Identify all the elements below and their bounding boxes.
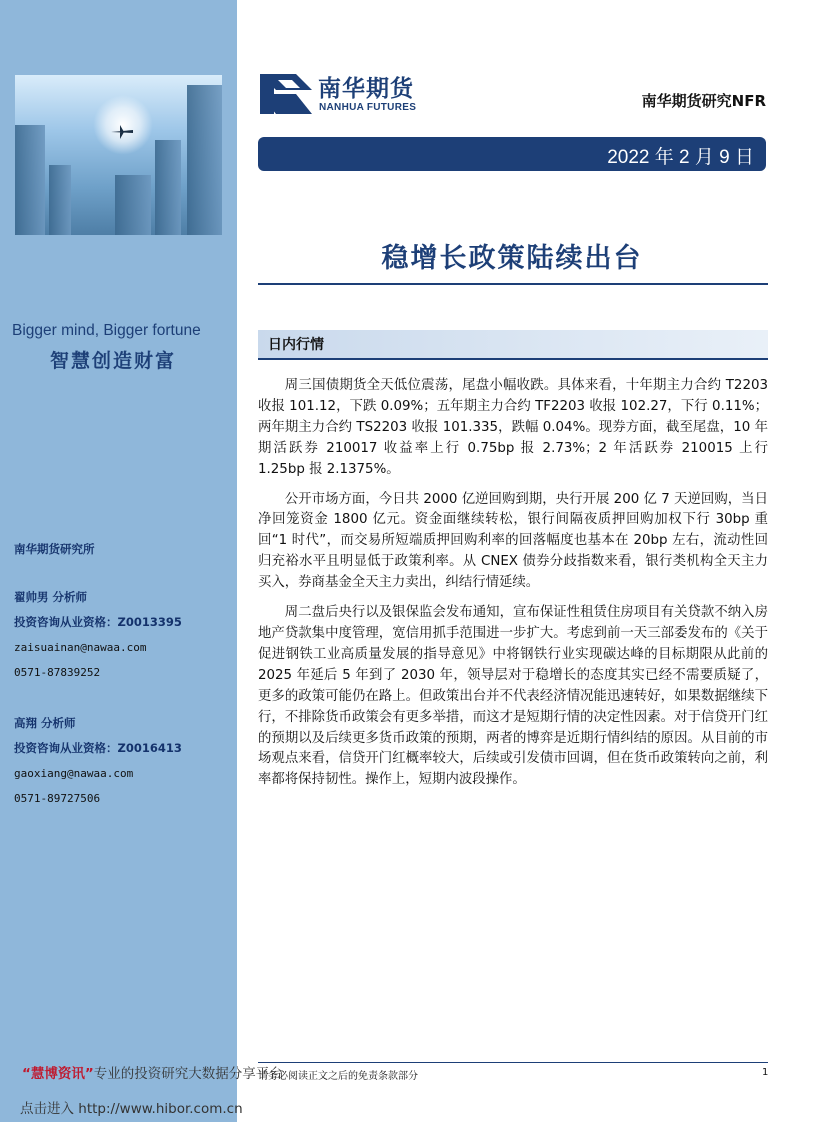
analyst-name: 翟帅男 分析师 <box>14 590 88 604</box>
sidebar-institute: 南华期货研究所 <box>14 542 95 556</box>
brand-name-en: NANHUA FUTURES <box>319 102 417 113</box>
report-body <box>258 376 768 800</box>
brand-name-cn: 南华期货 <box>318 76 414 102</box>
building <box>187 85 222 235</box>
title-divider <box>258 283 768 285</box>
analyst-phone: 0571-89727506 <box>14 792 101 805</box>
watermark-link[interactable]: 点击进入 http://www.hibor.com.cn <box>20 1101 243 1117</box>
watermark-tagline: 专业的投资研究大数据分享平台 <box>93 1066 283 1082</box>
analyst-license: 投资咨询从业资格：Z0013395 <box>14 615 182 629</box>
watermark-brand: “慧博资讯” <box>22 1066 94 1082</box>
footer-disclaimer: 请务必阅读正文之后的免责条款部分 <box>258 1071 418 1082</box>
building <box>49 165 71 235</box>
page-number: 1 <box>762 1067 769 1078</box>
building <box>115 175 151 235</box>
building <box>155 140 181 235</box>
report-date: 2022 年 2 月 9 日 <box>607 147 754 168</box>
paragraph: 周二盘后央行以及银保监会发布通知，宣布保证性租赁住房项目有关贷款不纳入房地产贷款集中度管理，宽信用抓手范围进一步扩大。考虑到前一天三部委发布的《关于促进钢铁工业高质量发展的指导意见》中将钢铁行业实现碳达峰的目标期限从此前的 2025 年延后 5 年到了 2030 年，领导层对于稳增长的态度其实已经不需要质疑了，更多的政策可能仍在路上。但政策出台并不代表经济情况能迅速转好，如果数据继续下行，不排除货币政策会有更多举措，而这才是短期行情的决定性因素。对于信贷开门红的预期以及后续更多货币政策的预期，两者的博弈是近期行情纠结的原因。从目前的市场观点来看，信贷开门红概率较大，后续或引发债市回调，但在货币政策转向之前，利率都将保持韧性。操作上，短期内波段操作。 <box>258 605 768 788</box>
slogan-chinese: 智慧创造财富 <box>50 350 177 372</box>
paragraph: 公开市场方面，今日共 2000 亿逆回购到期，央行开展 200 亿 7 天逆回购，当日净回笼资金 1800 亿元。资金面继续转松，银行间隔夜质押回购加权下行 30bp 重回“1 时代”，而交易所短端质押回购利率的回落幅度也基本在 20bp 左右，流动性回归充裕水平且明显低于政策利率。从 CNEX 债券分歧指数来看，银行类机构全天主力买入，券商基金全天主力卖出，纠结行情延续。 <box>258 491 768 591</box>
report-title: 稳增长政策陆续出台 <box>381 243 643 274</box>
section-title: 日内行情 <box>268 337 324 353</box>
date-bar <box>258 137 766 171</box>
paragraph: 周三国债期货全天低位震荡，尾盘小幅收跌。具体来看，十年期主力合约 T2203 收报 101.12，下跌 0.09%；五年期主力合约 TF2203 收报 102.27，下行 0.11%；两年期主力合约 TS2203 收报 101.335，跌幅 0.04%。现券方面，截至尾盘，10 年期活跃券 210017 收益率上行 0.75bp 报 2.73%；2 年活跃券 210015 上行 1.25bp 报 2.1375%。 <box>258 378 768 477</box>
analyst-email[interactable]: gaoxiang@nawaa.com <box>14 767 134 780</box>
institute-name: 南华期货研究NFR <box>641 92 766 110</box>
section-header <box>258 330 768 360</box>
watermark-line1 <box>22 1062 283 1082</box>
analyst-name: 高翔 分析师 <box>14 716 76 730</box>
airplane-icon <box>111 125 133 139</box>
footer-divider <box>258 1062 768 1063</box>
analyst-license: 投资咨询从业资格：Z0016413 <box>14 741 182 755</box>
analyst-phone: 0571-87839252 <box>14 666 101 679</box>
hero-image <box>15 75 222 235</box>
nanhua-logo-icon <box>256 70 316 118</box>
building <box>15 125 45 235</box>
slogan-english: Bigger mind, Bigger fortune <box>12 322 201 339</box>
analyst-email[interactable]: zaisuainan@nawaa.com <box>14 641 147 654</box>
